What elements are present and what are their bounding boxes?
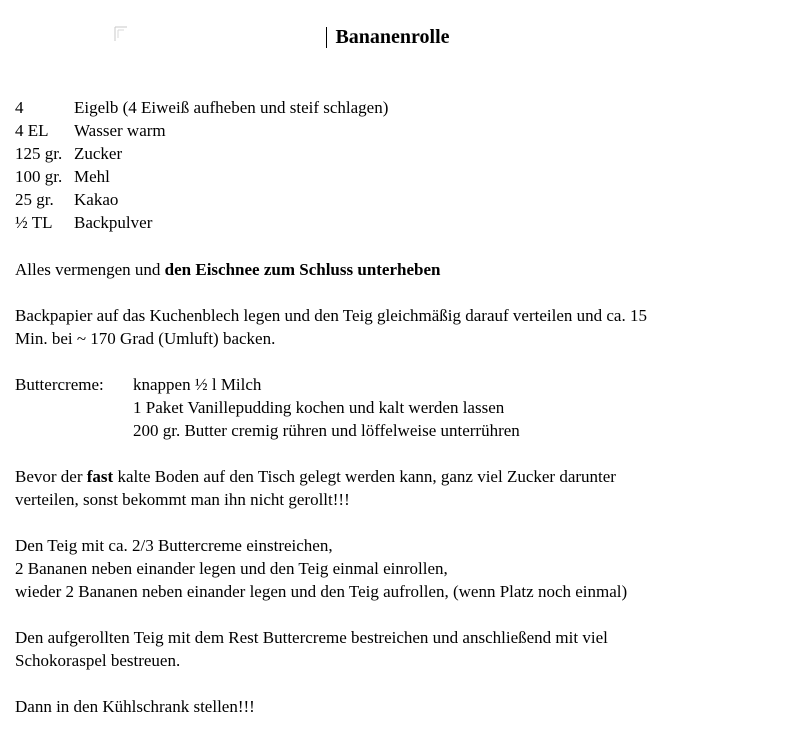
step-bake (15, 304, 775, 350)
ingredient-item: Kakao (74, 190, 119, 209)
ingredient-quantity: 100 gr. (15, 167, 63, 186)
buttercream-line: 1 Paket Vanillepudding kochen und kalt werden lassen (133, 398, 505, 417)
ingredient-row (15, 142, 388, 165)
ingredient-list (15, 96, 388, 234)
ingredient-quantity: ½ TL (15, 213, 53, 232)
step-sugar-line-2: verteilen, sonst bekommt man ihn nicht gerollt!!! (15, 490, 350, 509)
step-mix-text: Alles vermengen und (15, 260, 165, 279)
step-roll-line: 2 Bananen neben einander legen und den Teig einmal einrollen, (15, 559, 448, 578)
buttercream-line: knappen ½ l Milch (133, 375, 262, 394)
ingredient-row (15, 96, 388, 119)
ingredient-row (15, 211, 388, 234)
step-sugar-bold: fast (86, 467, 114, 486)
step-bake-line-2: Min. bei ~ 170 Grad (Umluft) backen. (15, 329, 276, 348)
ingredient-item: Mehl (74, 167, 110, 186)
buttercream-section (15, 373, 775, 442)
step-roll-line: Den Teig mit ca. 2/3 Buttercreme einstreichen, (15, 536, 333, 555)
ingredient-item: Backpulver (74, 213, 153, 232)
step-finish-line-2: Schokoraspel bestreuen. (15, 651, 181, 670)
step-roll-line: wieder 2 Bananen neben einander legen und den Teig aufrollen, (wenn Platz noch einmal) (15, 582, 628, 601)
buttercream-line: 200 gr. Butter cremig rühren und löffelweise unterrühren (133, 421, 520, 440)
ingredient-row (15, 119, 388, 142)
step-sugar-line-1 (15, 465, 775, 488)
step-sugar-after: kalte Boden auf den Tisch gelegt werden kann, ganz viel Zucker darunter (113, 467, 616, 486)
step-mix (15, 258, 775, 281)
step-mix-bold: den Eischnee zum Schluss unterheben (164, 260, 441, 279)
step-chill-text: Dann in den Kühlschrank stellen!!! (15, 697, 255, 716)
ingredient-quantity: 4 (15, 98, 24, 117)
step-finish (15, 626, 775, 672)
ingredient-quantity: 4 EL (15, 121, 49, 140)
step-roll (15, 534, 775, 603)
ingredient-item: Eigelb (4 Eiweiß aufheben und steif schlagen) (74, 98, 389, 117)
step-chill (15, 695, 775, 718)
ingredient-quantity: 125 gr. (15, 144, 63, 163)
document-title: Bananenrolle (335, 26, 450, 48)
ingredient-quantity: 25 gr. (15, 190, 54, 209)
step-sugar-before: Bevor der (15, 467, 87, 486)
step-bake-line-1: Backpapier auf das Kuchenblech legen und den Teig gleichmäßig darauf verteilen und ca. 15 (15, 306, 647, 325)
ingredient-item: Zucker (74, 144, 123, 163)
buttercream-row (15, 373, 775, 396)
step-finish-line-1: Den aufgerollten Teig mit dem Rest Buttercreme bestreichen und anschließend mit viel (15, 628, 608, 647)
ingredient-row (15, 188, 388, 211)
step-sugar (15, 465, 775, 511)
ingredient-row (15, 165, 388, 188)
ingredient-item: Wasser warm (74, 121, 166, 140)
buttercream-label: Buttercreme: (15, 375, 104, 394)
